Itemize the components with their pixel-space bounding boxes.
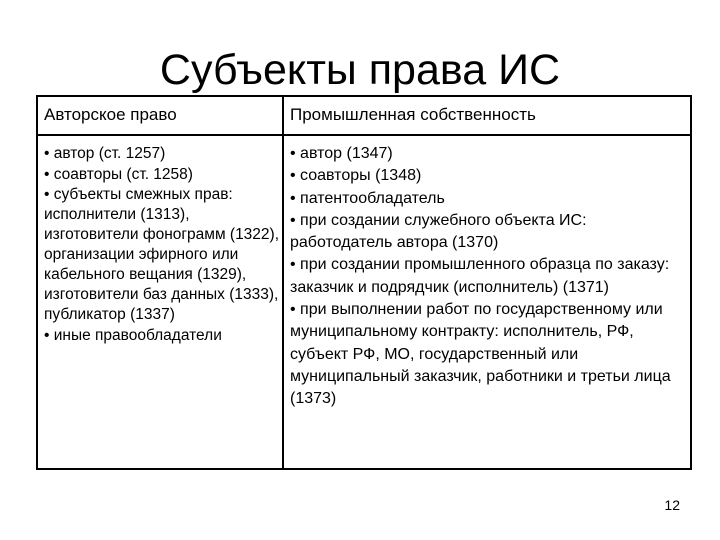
list-item: • при создании промышленного образца по заказу: заказчик и подрядчик (исполнитель) (1371) xyxy=(290,256,670,296)
list-item: • соавторы (1348) xyxy=(290,167,422,185)
table-body-row xyxy=(37,135,691,469)
list-item: • автор (1347) xyxy=(290,145,393,162)
list-item: • при выполнении работ по государственному или муниципальному контракту: исполнитель, РФ, субъект РФ, МО, государственный или муниципальный заказчик, работники и третьи лица (1373) xyxy=(290,301,671,408)
list-item: • патентообладатель xyxy=(290,189,445,207)
industrial-property-subjects-cell xyxy=(283,135,691,469)
slide-title: Субъекты права ИС xyxy=(159,46,561,94)
copyright-subjects-cell xyxy=(37,135,283,469)
header-industrial-property: Промышленная собственность xyxy=(283,96,691,135)
subjects-table xyxy=(36,95,692,470)
list-item: • автор (ст. 1257) xyxy=(44,145,166,162)
list-item: • при создании служебного объекта ИС: работодатель автора (1370) xyxy=(290,211,587,252)
list-item: • соавторы (ст. 1258) xyxy=(44,166,193,183)
list-item: • иные правообладатели xyxy=(44,327,222,344)
header-copyright: Авторское право xyxy=(37,96,283,135)
table-header-row xyxy=(37,96,691,135)
page-number: 12 xyxy=(664,497,680,513)
list-item: • субъекты смежных прав: исполнители (1313), изготовители фонограмм (1322), организации эфирного или кабельного вещания (1329), изготовители баз данных (1333), публикатор (1337) xyxy=(44,186,280,323)
